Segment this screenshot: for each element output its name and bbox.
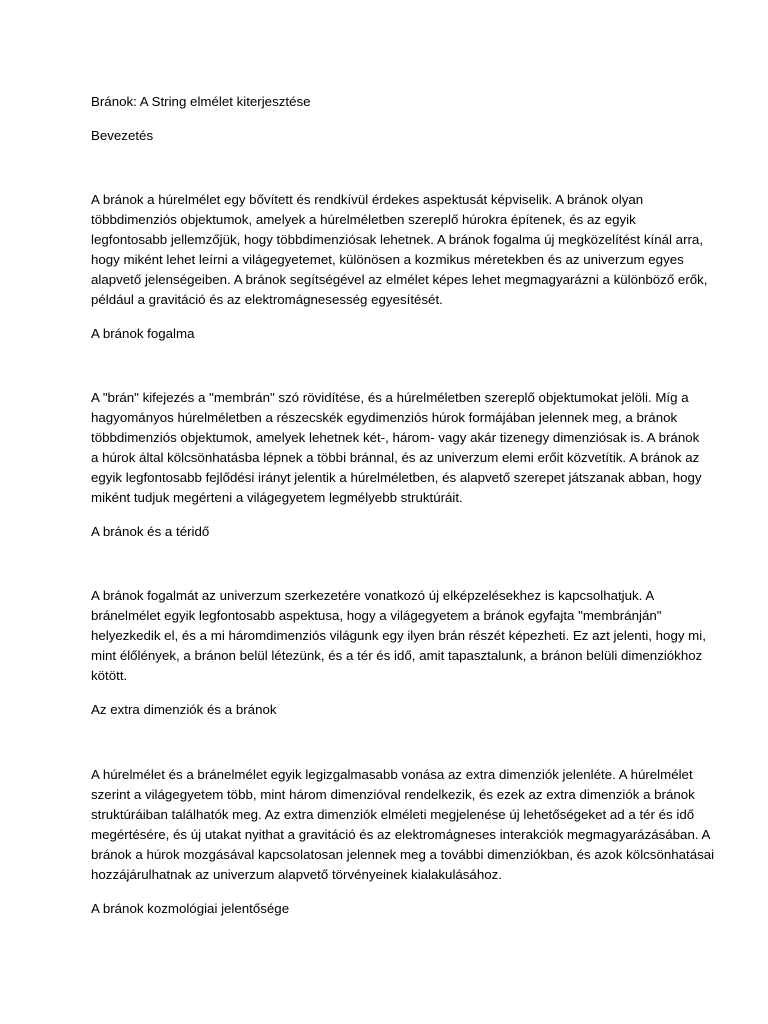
paragraph-line: hozzájárulhatnak az univerzum alapvető törvényeinek kialakulásához. (91, 867, 502, 882)
paragraph-line: szerint a világegyetem több, mint három dimenzióval rendelkezik, és ezek az extra dimenziók a bránok (91, 787, 695, 802)
section-heading-spacetime: A bránok és a téridő (91, 524, 210, 539)
paragraph-line: megértésére, és új utakat nyithat a gravitáció és az elektromágneses interakciók megmagyarázásában. A (91, 827, 711, 842)
paragraph-line: hogy miként lehet leírni a világegyetemet, különösen a kozmikus méretekben és az univerzum egyes (91, 252, 684, 267)
paragraph-line: többdimenziós objektumok, amelyek a húrelméletben szereplő húrokra építenek, és az egyik (91, 212, 636, 227)
paragraph-line: legfontosabb jellemzőjük, hogy többdimenziósak lehetnek. A bránok fogalma új megközelítést kínál arra, (91, 232, 704, 247)
section-heading-cosmology: A bránok kozmológiai jelentősége (91, 901, 290, 916)
paragraph-line: A bránok fogalmát az univerzum szerkezetére vonatkozó új elképzelésekhez is kapcsolhatjuk. A (91, 588, 655, 603)
paragraph-line: alapvető jelenségeiben. A bránok segítségével az elmélet képes lehet megmagyarázni a különböző erők, (91, 272, 708, 287)
section-heading-intro: Bevezetés (91, 128, 154, 143)
paragraph-line: A "brán" kifejezés a "membrán" szó rövidítése, és a húrelméletben szereplő objektumokat jelöli. Míg a (91, 390, 689, 405)
paragraph-line: kötött. (91, 668, 128, 683)
document-title: Bránok: A String elmélet kiterjesztése (91, 94, 311, 109)
paragraph-line: bránelmélet egyik legfontosabb aspektusa, hogy a világegyetem a bránok egyfajta "membránján" (91, 608, 662, 623)
paragraph-line: A húrelmélet és a bránelmélet egyik legizgalmasabb vonása az extra dimenziók jelenléte. A húrelmélet (91, 767, 693, 782)
paragraph-line: struktúráiban találhatók meg. Az extra dimenziók elméleti megjelenése új lehetőségeket ad a tér és idő (91, 807, 695, 822)
section-heading-concept: A bránok fogalma (91, 326, 195, 341)
paragraph-line: A bránok a húrelmélet egy bővített és rendkívül érdekes aspektusát képviselik. A bránok olyan (91, 192, 644, 207)
paragraph-line: például a gravitáció és az elektromágnesesség egyesítését. (91, 292, 443, 307)
paragraph-line: helyezkedik el, és a mi háromdimenziós világunk egy ilyen brán részét képezheti. Ez azt jelenti, hogy mi, (91, 628, 706, 643)
paragraph-line: egyik legfontosabb fejlődési irányt jelentik a húrelméletben, és alapvető szerepet játszanak abban, hogy (91, 470, 702, 485)
paragraph-line: bránok a húrok mozgásával kapcsolatosan jelennek meg a további dimenziókban, és azok kölcsönhatásai (91, 847, 715, 862)
paragraph-line: mint élőlények, a bránon belül létezünk, és a tér és idő, amit tapasztalunk, a bránon belüli dimenziókhoz (91, 648, 703, 663)
paragraph-line: miként tudjuk megérteni a világegyetem legmélyebb struktúráit. (91, 490, 463, 505)
section-heading-extra-dimensions: Az extra dimenziók és a bránok (91, 702, 277, 717)
paragraph-line: hagyományos húrelméletben a részecskék egydimenziós húrok formájában jelennek meg, a bránok (91, 410, 678, 425)
paragraph-line: a húrok által kölcsönhatásba lépnek a többi bránnal, és az univerzum elemi erőit közvetítik. A bránok az (91, 450, 700, 465)
paragraph-line: többdimenziós objektumok, amelyek lehetnek két-, három- vagy akár tizenegy dimenziósak is. A bránok (91, 430, 700, 445)
